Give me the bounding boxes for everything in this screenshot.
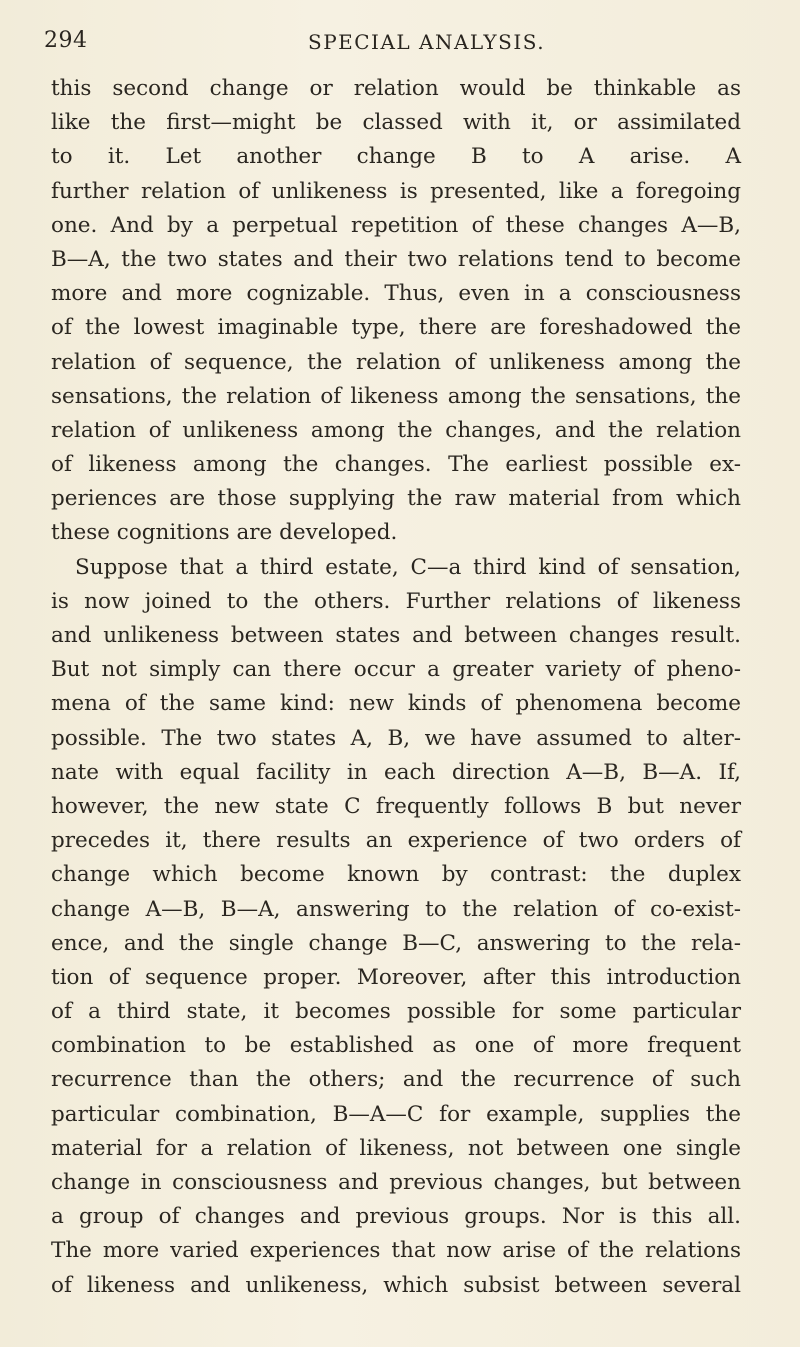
text-line: change in consciousness and previous changes, but between xyxy=(51,1170,741,1195)
text-line: material for a relation of likeness, not between one single xyxy=(51,1135,741,1161)
text-line: ence, and the single change B—C, answering to the rela- xyxy=(51,930,741,956)
paragraph-start-line: Suppose that a third estate, C—a third kind of sensation, xyxy=(75,554,741,580)
text-line: B—A, the two states and their two relations tend to become xyxy=(51,246,741,272)
text-line: a group of changes and previous groups. Nor is this all. xyxy=(51,1204,741,1230)
text-line: periences are those supplying the raw material from which xyxy=(51,486,741,512)
text-line: of likeness among the changes. The earliest possible ex- xyxy=(51,452,741,478)
text-line: however, the new state C frequently follows B but never xyxy=(51,793,741,819)
text-line: these cognitions are developed. xyxy=(51,520,398,546)
text-line: nate with equal facility in each direction A—B, B—A. If, xyxy=(51,759,741,785)
text-line: tion of sequence proper. Moreover, after this introduction xyxy=(51,964,741,990)
text-line: this second change or relation would be thinkable as xyxy=(51,76,741,101)
page-number: 294 xyxy=(44,28,88,53)
text-line: change A—B, B—A, answering to the relation of co-exist- xyxy=(51,896,741,922)
text-line: The more varied experiences that now arise of the relations xyxy=(51,1238,741,1264)
text-line: is now joined to the others. Further relations of likeness xyxy=(51,588,741,614)
text-line: sensations, the relation of likeness among the sensations, the xyxy=(51,383,741,409)
text-line: change which become known by contrast: the duplex xyxy=(51,862,741,888)
text-line: like the first—might be classed with it, or assimilated xyxy=(51,110,741,136)
text-line: mena of the same kind: new kinds of phenomena become xyxy=(51,691,741,717)
running-title: SPECIAL ANALYSIS. xyxy=(308,30,546,54)
text-line: to it. Let another change B to A arise. A xyxy=(51,144,741,170)
text-line: recurrence than the others; and the recurrence of such xyxy=(51,1067,741,1093)
text-line: further relation of unlikeness is presented, like a foregoing xyxy=(51,178,741,204)
text-line: more and more cognizable. Thus, even in a consciousness xyxy=(51,281,741,307)
text-line: But not simply can there occur a greater variety of pheno- xyxy=(51,657,741,683)
text-line: of the lowest imaginable type, there are foreshadowed the xyxy=(51,315,741,341)
running-head xyxy=(44,20,764,60)
text-line: of a third state, it becomes possible for some particular xyxy=(51,999,741,1025)
text-line: precedes it, there results an experience of two orders of xyxy=(51,828,741,854)
text-line: possible. The two states A, B, we have assumed to alter- xyxy=(51,725,741,751)
text-line: one. And by a perpetual repetition of these changes A—B, xyxy=(51,212,741,238)
text-line: relation of sequence, the relation of unlikeness among the xyxy=(51,349,741,375)
text-line: of likeness and unlikeness, which subsist between several xyxy=(51,1272,741,1298)
text-line: particular combination, B—A—C for example, supplies the xyxy=(51,1101,741,1127)
body-text xyxy=(51,72,741,1303)
text-line: and unlikeness between states and between changes result. xyxy=(51,623,741,648)
text-line: combination to be established as one of more frequent xyxy=(51,1033,741,1059)
text-line: relation of unlikeness among the changes, and the relation xyxy=(51,417,741,443)
